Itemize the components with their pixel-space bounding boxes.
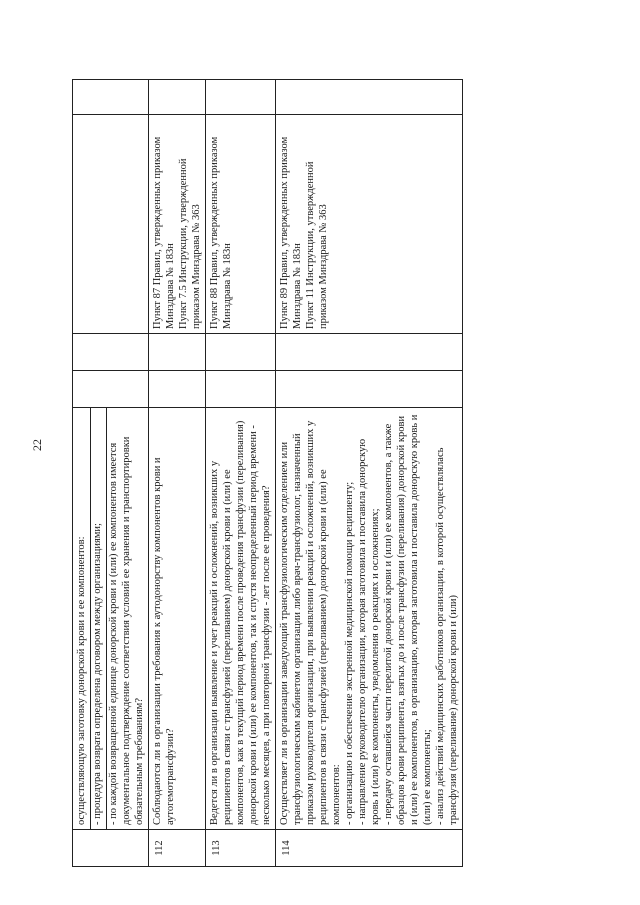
question-text: Соблюдаются ли в организации требования к аутодонорству компонентов крови и аутогемотрансфузии? [152,457,176,825]
empty-cell [206,80,276,115]
requirements-table [72,79,463,867]
question-text: Ведется ли в организации выявление и учет реакций и осложнений, возникших у реципиентов в связи с трансфузией (переливанием) донорской крови и (или) ее компонентов, как в текущий период времени после проведения трансфузии (переливания) донорской крови и (или) ее компонентов, так и спустя неопределенный период времени - несколько месяцев, а при повторной трансфузии - лет после ее проведения? [209,420,272,825]
table-row [206,80,276,867]
reference-text: Пункт 11 Инструкции, утвержденной приказом Минздрава № 363 [305,161,329,329]
empty-cell [276,334,463,371]
question-text: - по каждой возвращенной единице донорской крови и (или) ее компонентов имеется документальное подтверждение соответствия условий ее хранения и транспортировки обязательным требованиям? [106,408,146,829]
empty-cell [206,371,276,408]
references-cell [206,115,276,334]
row-number [73,830,149,867]
question-text: - процедура возврата определена договором между организациями; [90,408,104,829]
question-cell [206,408,276,830]
question-text: - передачу оставшейся части перелитой донорской крови и (или) ее компонентов, а также образцов крови реципиента, взятых до и после трансфузии (переливания) донорской крови и (или) ее компонентов, в организацию, которая заготовила и поставила донорскую кровь и (или) ее компоненты; [383,414,433,825]
empty-cell [276,80,463,115]
row-number: 113 [206,830,276,867]
references-cell [73,115,149,334]
table-row [149,80,206,867]
empty-cell [73,371,149,408]
question-cell [73,408,149,830]
table-row [276,80,463,867]
empty-cell [149,80,206,115]
empty-cell [206,334,276,371]
question-text: Осуществляет ли в организации заведующий трансфузиологическим отделением или трансфузиологическим кабинетом организации либо врач-трансфузиолог, назначенный приказом руководителя организации, при выявлении реакций и осложнений, возникших у реципиентов в связи с трансфузией (переливанием) донорской крови и (или) ее компонентов: [279,420,342,825]
references-cell [276,115,463,334]
empty-cell [149,334,206,371]
empty-cell [73,80,149,115]
row-number: 112 [149,830,206,867]
empty-cell [73,334,149,371]
question-text: осуществляющую заготовку донорской крови и ее компонентов: [76,536,87,825]
document-sheet [72,79,592,867]
question-text: - направление руководителю организации, которая заготовила и поставила донорскую кровь и (или) ее компоненты, уведомления о реакциях и осложнениях; [357,438,381,825]
question-cell [276,408,463,830]
reference-text: Пункт 88 Правил, утвержденных приказом Минздрава № 183н [209,136,233,329]
reference-text: Пункт 7.5 Инструкции, утвержденной приказом Минздрава № 363 [178,158,202,329]
row-number: 114 [276,830,463,867]
references-cell [149,115,206,334]
reference-text: Пункт 87 Правил, утвержденных приказом Минздрава № 183н [152,136,176,329]
reference-text: Пункт 89 Правил, утвержденных приказом Минздрава № 183н [279,136,303,329]
empty-cell [149,371,206,408]
table-row [73,80,149,867]
page-number: 22 [30,439,44,451]
empty-cell [276,371,463,408]
question-text: - анализ действий медицинских работников организации, в которой осуществлялась трансфузия (переливание) донорской крови и (или) [435,447,459,825]
question-cell [149,408,206,830]
question-text: - организацию и обеспечение экстренной медицинской помощи реципиенту; [344,481,355,825]
